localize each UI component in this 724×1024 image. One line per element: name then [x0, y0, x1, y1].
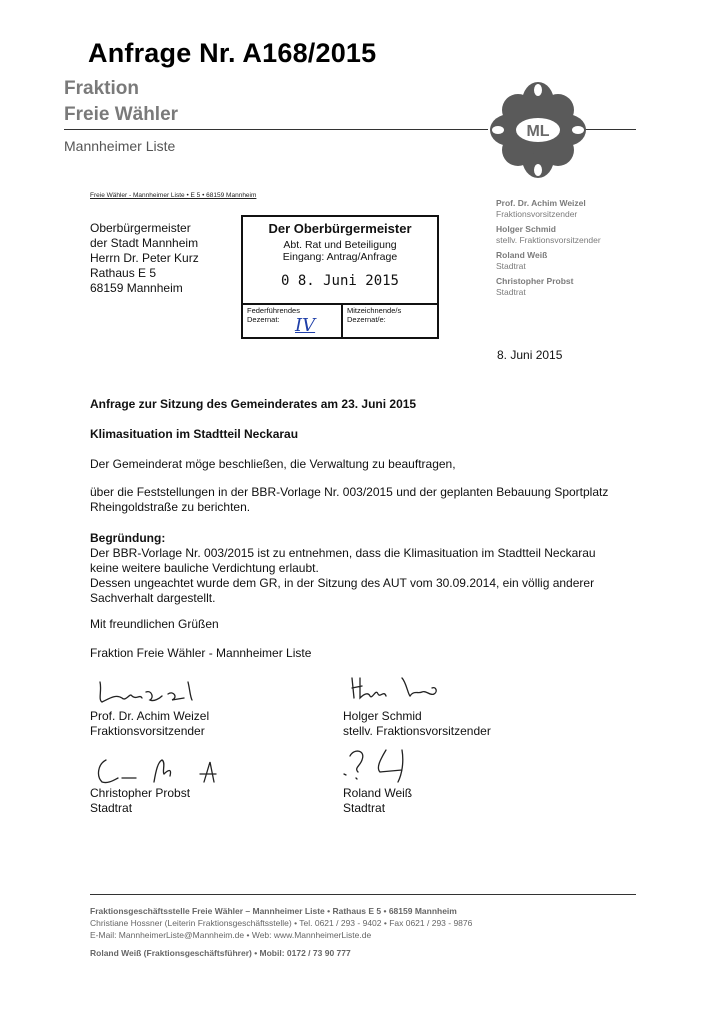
- signoff: Fraktion Freie Wähler - Mannheimer Liste: [90, 646, 312, 660]
- stamp-title: Der Oberbürgermeister: [268, 221, 412, 236]
- signature-name: Roland Weiß: [343, 786, 413, 800]
- ml-logo-icon: [488, 80, 588, 180]
- footer-line: Christiane Hossner (Leiterin Fraktionsgeschäftsstelle) • Tel. 0621 / 293 - 9402 • Fax 0621 / 293 - 9876: [90, 918, 473, 928]
- request-heading: Anfrage zur Sitzung des Gemeinderates am 23. Juni 2015: [90, 397, 417, 411]
- footer-divider: [90, 894, 636, 895]
- recipient-address: [90, 221, 199, 296]
- stamp-cell-text: Mitzeichnende/s: [347, 306, 402, 315]
- signature-name: Christopher Probst: [90, 786, 191, 800]
- footer-line: [90, 947, 472, 959]
- paragraph-line: über die Feststellungen in der BBR-Vorlage Nr. 003/2015 und der geplanten Bebauung Sportplatz: [90, 485, 609, 499]
- signature-block: [90, 709, 209, 739]
- party-subtitle: Mannheimer Liste: [64, 138, 176, 154]
- signature-name: Holger Schmid: [343, 709, 422, 723]
- paragraph-line: keine weitere bauliche Verdichtung erlaubt.: [90, 561, 319, 575]
- board-member-name: Prof. Dr. Achim Weizel: [496, 198, 586, 208]
- stamp-cell-text: Federführendes: [247, 306, 300, 315]
- logo-text: ML: [526, 123, 550, 140]
- receipt-stamp: [241, 215, 439, 339]
- signature-role: Stadtrat: [343, 801, 386, 815]
- signature-weiss: [340, 742, 440, 786]
- letter-date: 8. Juni 2015: [497, 348, 563, 362]
- party-name-line2: Freie Wähler: [64, 104, 179, 125]
- board-member-name: Christopher Probst: [496, 276, 574, 286]
- board-member-role: stellv. Fraktionsvorsitzender: [496, 235, 601, 245]
- board-member-role: Stadtrat: [496, 287, 526, 297]
- signature-schmid: [348, 672, 448, 708]
- board-member: [496, 276, 601, 298]
- document-title: Anfrage Nr. A168/2015: [88, 38, 377, 68]
- stamp-divider: [341, 303, 343, 337]
- subject-heading: Klimasituation im Stadtteil Neckarau: [90, 427, 299, 441]
- stamp-cell-text: Dezernat:: [247, 314, 280, 324]
- recipient-line: 68159 Mannheim: [90, 281, 183, 295]
- stamp-date: 0 8. Juni 2015: [280, 273, 399, 289]
- board-member: [496, 198, 601, 220]
- board-member: [496, 224, 601, 246]
- signature-role: Stadtrat: [90, 801, 133, 815]
- signature-name: Prof. Dr. Achim Weizel: [90, 709, 210, 723]
- stamp-cell-right: [347, 307, 401, 324]
- paragraph: Der Gemeinderat möge beschließen, die Verwaltung zu beauftragen,: [90, 457, 456, 471]
- footer-line: Fraktionsgeschäftsstelle Freie Wähler – Mannheimer Liste • Rathaus E 5 • 68159 Mannheim: [90, 906, 457, 916]
- paragraph-line: Sachverhalt dargestellt.: [90, 591, 216, 605]
- board-list: [496, 198, 601, 302]
- paragraph-line: Rheingoldstraße zu berichten.: [90, 500, 251, 514]
- board-member-role: Fraktionsvorsitzender: [496, 209, 578, 219]
- footer-contact: Roland Weiß (Fraktionsgeschäftsführer) • Mobil: 0172 / 73 90 777: [90, 948, 351, 958]
- board-member-name: Holger Schmid: [496, 224, 556, 234]
- board-member-name: Roland Weiß: [496, 250, 548, 260]
- stamp-cell-text: Dezernat/e:: [347, 314, 386, 324]
- stamp-line: Abt. Rat und Beteiligung: [283, 239, 397, 251]
- footer: [90, 905, 472, 959]
- signature-block: [90, 786, 190, 816]
- board-member-role: Stadtrat: [496, 261, 526, 271]
- paragraph: [90, 485, 608, 515]
- party-name-line1: Fraktion: [64, 78, 139, 99]
- stamp-line: Eingang: Antrag/Anfrage: [282, 251, 398, 263]
- recipient-line: der Stadt Mannheim: [90, 236, 199, 250]
- signature-probst: [92, 752, 242, 788]
- greeting: Mit freundlichen Grüßen: [90, 617, 219, 631]
- board-member: [496, 250, 601, 272]
- justification: [90, 531, 596, 606]
- paragraph-line: Der BBR-Vorlage Nr. 003/2015 ist zu entnehmen, dass die Klimasituation im Stadtteil Neckarau: [90, 546, 596, 560]
- sender-line: Freie Wähler - Mannheimer Liste • E 5 • 68159 Mannheim: [90, 192, 257, 199]
- signature-block: [343, 709, 491, 739]
- stamp-cell-left: [247, 307, 300, 324]
- signature-block: [343, 786, 412, 816]
- footer-line: E-Mail: MannheimerListe@Mannheim.de • Web: www.MannheimerListe.de: [90, 930, 372, 940]
- party-name: [64, 76, 178, 128]
- justification-label: Begründung:: [90, 531, 166, 545]
- header-divider: [64, 129, 488, 130]
- recipient-line: Herrn Dr. Peter Kurz: [90, 251, 199, 265]
- stamp-divider: [243, 303, 437, 305]
- signature-role: stellv. Fraktionsvorsitzender: [343, 724, 491, 738]
- signature-weizel: [92, 672, 202, 708]
- recipient-line: Oberbürgermeister: [90, 221, 191, 235]
- recipient-line: Rathaus E 5: [90, 266, 157, 280]
- paragraph-line: Dessen ungeachtet wurde dem GR, in der Sitzung des AUT vom 30.09.2014, ein völlig anderer: [90, 576, 595, 590]
- handwritten-dezernat: IV: [295, 315, 316, 336]
- signature-role: Fraktionsvorsitzender: [90, 724, 205, 738]
